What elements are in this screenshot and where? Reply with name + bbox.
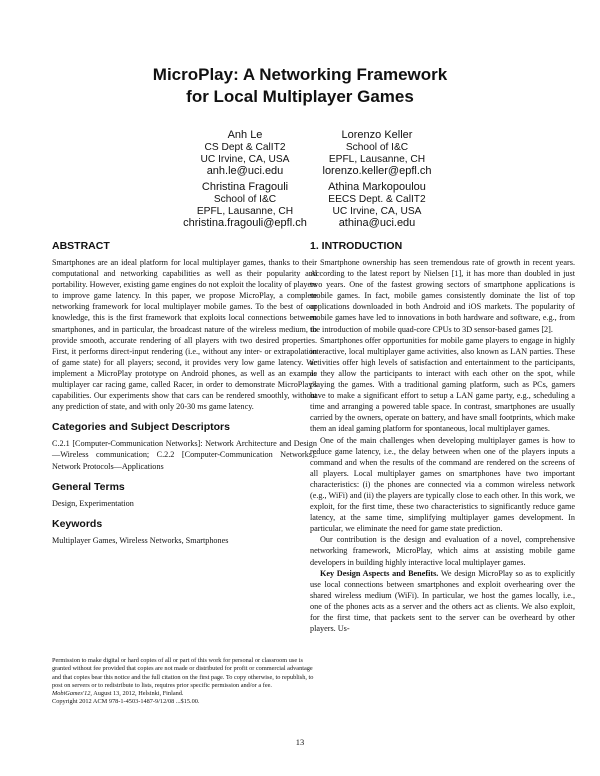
author-block-2-content xyxy=(277,129,477,178)
author-affiliation: CS Dept & CalIT2 xyxy=(204,142,286,153)
general-terms-text: Design, Experimentation xyxy=(52,498,134,508)
page-number: 13 xyxy=(295,737,305,747)
keywords-heading: Keywords xyxy=(52,517,103,530)
copyright-line: Copyright 2012 ACM 978-1-4503-1487-9/12/08 ...$15.00. xyxy=(52,698,200,706)
paper-title xyxy=(0,64,600,108)
author-affiliation: School of I&C xyxy=(345,142,409,153)
author-email: christina.fragouli@epfl.ch xyxy=(183,217,307,229)
categories-text: C.2.1 [Computer-Communication Networks]: Network Architecture and Design—Wireless communication; C.2.2 [Computer-Communication Networks]: Network Protocols—Applications xyxy=(52,439,317,471)
paragraph-lead: Key Design Aspects and Benefits. xyxy=(320,568,439,578)
author-name: Christina Fragouli xyxy=(201,181,289,193)
venue-details: August 13, 2012, Helsinki, Finland. xyxy=(93,690,184,698)
categories-heading: Categories and Subject Descriptors xyxy=(52,421,230,434)
author-affiliation: UC Irvine, CA, USA xyxy=(200,153,290,165)
author-name: Athina Markopoulou xyxy=(328,181,426,193)
intro-paragraph: Smartphone ownership has seen tremendous rate of growth in recent years. According to the latest report by Nielsen [1], it has more than doubled in just two years. One of the fastest growing sectors of smartphone applications is mobile games. In fact, mobile games consistently dominate the list of top applications downloaded in both Android and iOS markets. The popularity of mobile games have led to innovations in both hardware and software, e.g., from the introduction of mobile quad-core CPUs to 3D sensor-based games [2]. xyxy=(310,258,575,334)
author-affiliation: UC Irvine, CA, USA xyxy=(332,205,422,217)
paragraph-body: We design MicroPlay so as to explicitly use local connections between smartphones and exploit overhearing over the shared wireless medium (WiFi). In particular, we host the games locally, i.e., one of the phones acts as a server and the others act as clients. We also exploit, for the first time, that packets sent to the server can be overheard by other players. Us- xyxy=(310,568,575,634)
venue-name: MobiGames'12, xyxy=(52,690,92,698)
author-affiliation: EECS Dept. & CalIT2 xyxy=(328,194,426,205)
intro-paragraph: Smartphones offer opportunities for mobile game players to engage in highly interactive, local multiplayer game activities, also known as LAN parties. These activities offer high levels of satisfaction and entertainment to the participants, as they allow the participants to interact with each other on the spot, while playing the games. With a traditional gaming platform, such as PCs, gamers have to make a significant effort to setup a LAN game party, e.g., scheduling a time and arranging a powered table space. In contrast, smartphones are usually carried by the owners, operate on battery, and have small footprints, which make them an ideal gaming platform for spontaneous, local multiplayer games. xyxy=(310,335,575,434)
keywords-text: Multiplayer Games, Wireless Networks, Smartphones xyxy=(52,535,229,545)
intro-paragraph: Our contribution is the design and evaluation of a novel, comprehensive networking framework, MicroPlay, which aims at assisting mobile game developers in building highly interactive local multiplayer games. xyxy=(310,535,575,567)
intro-paragraph xyxy=(310,568,575,635)
left-column xyxy=(52,240,317,546)
abstract-text: Smartphones are an ideal platform for local multiplayer games, thanks to their computational and networking capabilities as well as their popularity and portability. However, existing game engines do not exploit the locality of players to improve game latency. In this paper, we propose MicroPlay, a complete networking framework for local multiplayer mobile games. To the best of our knowledge, this is the first framework that exploits local connections between smartphones, and in particular, the broadcast nature of the wireless medium, to provide smooth, accurate rendering of all players with two desired properties. First, it performs direct-input rendering (i.e., without any inter- or extrapolation of game state) for all players; second, it provides very low game latency. We implement a MicroPlay prototype on Android phones, as well as an example multiplayer car racing game, called Racer, in order to demonstrate MicroPlay's capabilities. Our experiments show that cars can be rendered smoothly, without any prediction of state, and with only 20-30 ms game latency. xyxy=(52,258,317,412)
copyright-footnote xyxy=(52,657,317,707)
author-block-4 xyxy=(277,181,477,230)
author-affiliation: EPFL, Lausanne, CH xyxy=(196,205,294,217)
author-name: Lorenzo Keller xyxy=(341,129,413,141)
author-email: athina@uci.edu xyxy=(338,217,416,229)
general-terms-heading: General Terms xyxy=(52,480,125,493)
intro-paragraph: One of the main challenges when developing multiplayer games is how to reduce game latency, i.e., the delay between when one of the players inputs a command and when the results of the command are rendered on the screens of all players. Local multiplayer games on smartphones have two important characteristics: (i) the phones are connected via a common wireless network (e.g., WiFi) and (ii) the players are typically close to each other. In this work, we exploit, for the first time, these two characteristics to significantly reduce game latency, at the same time, simplifying multiplayer games development. In particular, we eliminate the need for game state prediction. xyxy=(310,435,575,534)
permission-notice: Permission to make digital or hard copies of all or part of this work for personal or classroom use is granted without fee provided that copies are not made or distributed for profit or commercial advantage and that copies bear this notice and the full citation on the first page. To copy otherwise, to republish, to post on servers or to redistribute to lists, requires prior specific permission and/or a fee. xyxy=(52,657,314,689)
right-column xyxy=(310,240,575,634)
author-email: anh.le@uci.edu xyxy=(206,165,284,177)
venue-line xyxy=(52,690,317,698)
author-affiliation: School of I&C xyxy=(213,194,277,205)
introduction-heading: 1. INTRODUCTION xyxy=(310,240,403,252)
author-email: lorenzo.keller@epfl.ch xyxy=(322,165,432,177)
author-name: Anh Le xyxy=(227,129,263,141)
title-line-1: MicroPlay: A Networking Framework xyxy=(152,65,448,84)
abstract-heading: ABSTRACT xyxy=(52,240,110,252)
title-line-2: for Local Multiplayer Games xyxy=(186,87,414,106)
author-affiliation: EPFL, Lausanne, CH xyxy=(328,153,426,165)
